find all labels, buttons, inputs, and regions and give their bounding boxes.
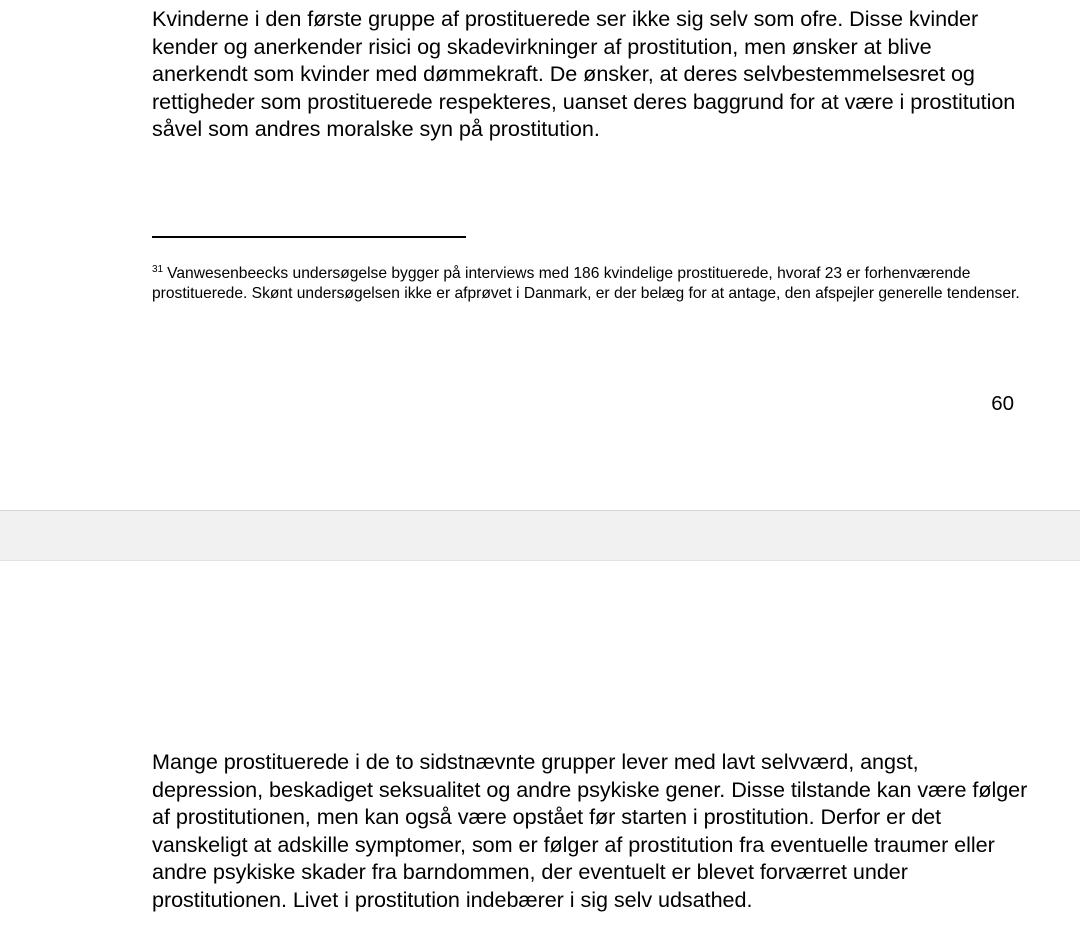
page-number: 60 — [991, 392, 1014, 415]
footnote-number: 31 — [152, 264, 164, 275]
footnote-text: Vanwesenbeecks undersøgelse bygger på interviews med 186 kvindelige prostituerede, hvoraf 23 er forhenværende prostituerede. Skønt undersøgelsen ikke er afprøvet i Danmark, er der belæg for at antage, den afspejler generelle tendenser. — [152, 265, 1020, 303]
page-separator — [0, 510, 1080, 561]
document-page-next — [0, 561, 1080, 949]
footnote — [152, 264, 1032, 304]
footnote-separator — [152, 236, 466, 238]
body-paragraph: Kvinderne i den første gruppe af prostituerede ser ikke sig selv som ofre. Disse kvinder kender og anerkender risici og skadevirkninger af prostitution, men ønsker at blive anerkendt som kvinder med dømmekraft. De ønsker, at deres selvbestemmelsesret og rettigheder som prostituerede respekteres, uanset deres baggrund for at være i prostitution såvel som andres moralske syn på prostitution. — [152, 6, 1016, 142]
body-paragraph: Mange prostituerede i de to sidstnævnte grupper lever med lavt selvværd, angst, depression, beskadiget seksualitet og andre psykiske gener. Disse tilstande kan være følger af prostitutionen, men kan også være opstået før starten i prostitution. Derfor er det vanskeligt at adskille symptomer, som er følger af prostitution fra eventuelle traumer eller andre psykiske skader fra barndommen, der eventuelt er blevet forværret under prostitutionen. Livet i prostitution indebærer i sig selv udsathed. — [152, 749, 1028, 912]
